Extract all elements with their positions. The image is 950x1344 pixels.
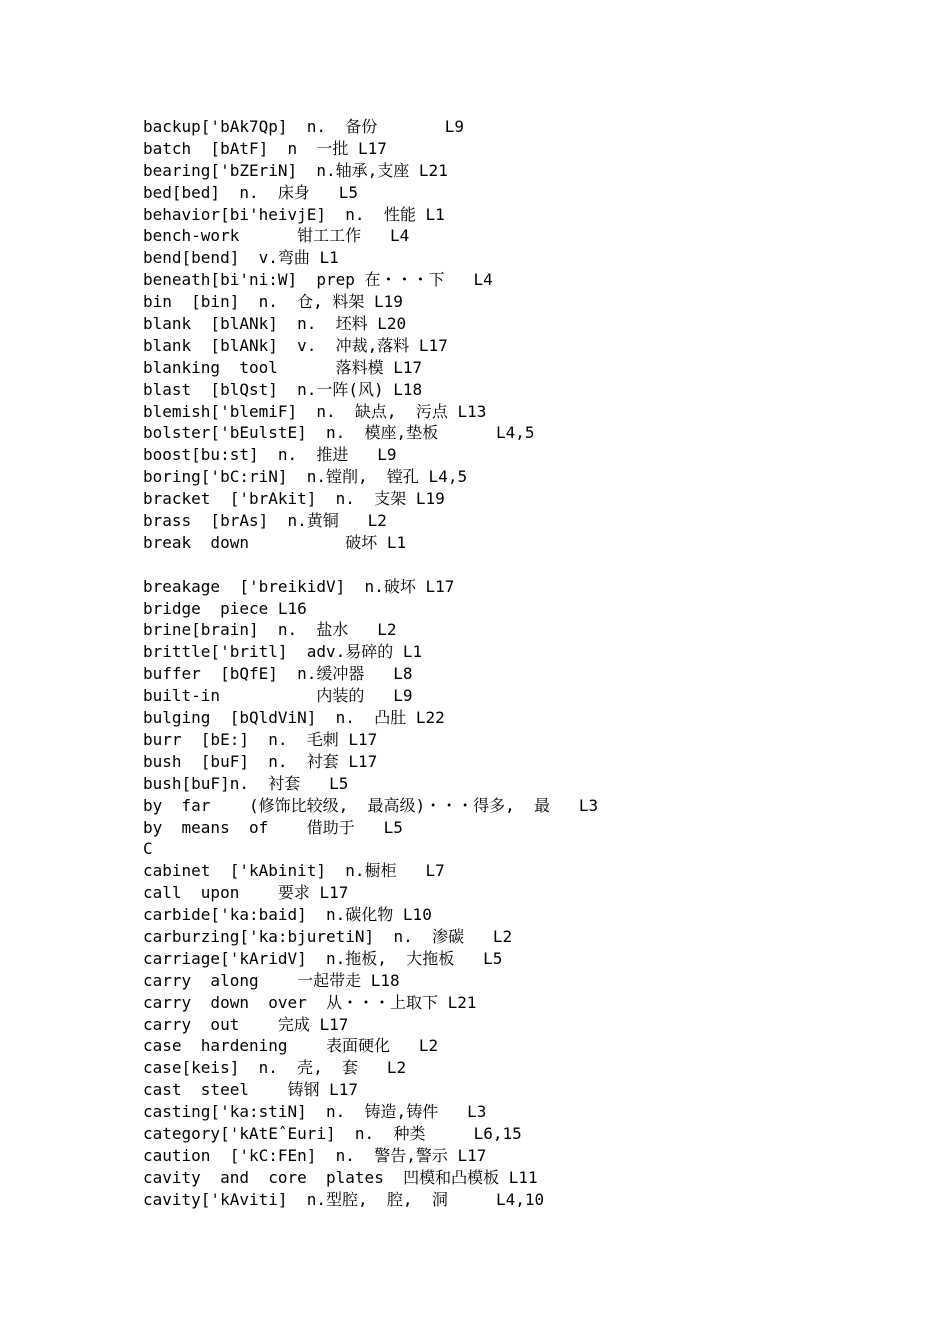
glossary-entry: buffer [bQfE] n.缓冲器 L8 xyxy=(143,664,413,684)
section-letter: C xyxy=(143,839,153,859)
glossary-entry: casting['ka:stiN] n. 铸造,铸件 L3 xyxy=(143,1102,487,1122)
glossary-entry: backup['bAk7Qp] n. 备份 L9 xyxy=(143,117,464,136)
glossary-entry: call upon 要求 L17 xyxy=(143,883,349,903)
glossary-entry: carry out 完成 L17 xyxy=(143,1014,349,1034)
glossary-entry: cast steel 铸钢 L17 xyxy=(143,1080,359,1100)
glossary-entry: blanking tool 落料模 L17 xyxy=(143,357,423,377)
glossary-page xyxy=(143,116,923,1211)
glossary-entry: brass [brAs] n.黄铜 L2 xyxy=(143,511,387,531)
glossary-entry: by means of 借助于 L5 xyxy=(143,817,403,837)
glossary-entry: caution ['kC:FEn] n. 警告,警示 L17 xyxy=(143,1145,487,1165)
glossary-entry: category['kAtEˆEuri] n. 种类 L6,15 xyxy=(143,1123,522,1143)
glossary-entry: brine[brain] n. 盐水 L2 xyxy=(143,620,397,640)
glossary-entry: blank [blANk] v. 冲裁,落料 L17 xyxy=(143,335,448,355)
glossary-entry: case[keis] n. 壳, 套 L2 xyxy=(143,1058,407,1078)
glossary-entry: cavity['kAviti] n.型腔, 腔, 洞 L4,10 xyxy=(143,1189,545,1209)
glossary-entry: by far (修饰比较级, 最高级)・・・得多, 最 L3 xyxy=(143,795,599,815)
glossary-entry: brittle['britl] adv.易碎的 L1 xyxy=(143,642,423,662)
glossary-entry: boring['bC:riN] n.镗削, 镗孔 L4,5 xyxy=(143,467,468,487)
glossary-entry: bolster['bEulstE] n. 模座,垫板 L4,5 xyxy=(143,423,535,443)
glossary-entry: bridge piece L16 xyxy=(143,598,307,618)
glossary-entry: bush[buF]n. 衬套 L5 xyxy=(143,773,349,793)
glossary-entry: boost[bu:st] n. 推进 L9 xyxy=(143,445,397,465)
blank-line xyxy=(143,554,923,576)
glossary-entry: breakage ['breikidV] n.破坏 L17 xyxy=(143,576,455,596)
glossary-entry: cavity and core plates 凹模和凸模板 L11 xyxy=(143,1167,538,1187)
glossary-entry: bulging [bQldViN] n. 凸肚 L22 xyxy=(143,708,445,728)
glossary-entry: bend[bend] v.弯曲 L1 xyxy=(143,248,339,268)
glossary-entry: blank [blANk] n. 坯料 L20 xyxy=(143,314,407,334)
glossary-entry: blast [blQst] n.一阵(风) L18 xyxy=(143,379,423,399)
glossary-entry: carburzing['ka:bjuretiN] n. 渗碳 L2 xyxy=(143,926,513,946)
glossary-entry: case hardening 表面硬化 L2 xyxy=(143,1036,439,1056)
glossary-entry: bearing['bZEriN] n.轴承,支座 L21 xyxy=(143,160,448,180)
glossary-entry: cabinet ['kAbinit] n.橱柜 L7 xyxy=(143,861,445,881)
glossary-entry: built-in 内装的 L9 xyxy=(143,686,413,706)
glossary-entry: bench-work 钳工工作 L4 xyxy=(143,226,410,246)
glossary-entry: carry along 一起带走 L18 xyxy=(143,970,400,990)
glossary-entry: batch [bAtF] n 一批 L17 xyxy=(143,138,387,158)
glossary-entry: bush [buF] n. 衬套 L17 xyxy=(143,751,378,771)
glossary-entry: bracket ['brAkit] n. 支架 L19 xyxy=(143,489,445,509)
glossary-entry: burr [bE:] n. 毛刺 L17 xyxy=(143,729,378,749)
glossary-entry: behavior[bi'heivjE] n. 性能 L1 xyxy=(143,204,445,224)
glossary-entry: carriage['kAridV] n.拖板, 大拖板 L5 xyxy=(143,948,503,968)
glossary-entry: bed[bed] n. 床身 L5 xyxy=(143,182,359,202)
glossary-entry: break down 破坏 L1 xyxy=(143,532,407,552)
glossary-entry: carbide['ka:baid] n.碳化物 L10 xyxy=(143,905,432,925)
glossary-entry: bin [bin] n. 仓, 料架 L19 xyxy=(143,292,403,312)
glossary-entry: carry down over 从・・・上取下 L21 xyxy=(143,992,477,1012)
glossary-entry: beneath[bi'ni:W] prep 在・・・下 L4 xyxy=(143,270,493,290)
glossary-entry: blemish['blemiF] n. 缺点, 污点 L13 xyxy=(143,401,487,421)
